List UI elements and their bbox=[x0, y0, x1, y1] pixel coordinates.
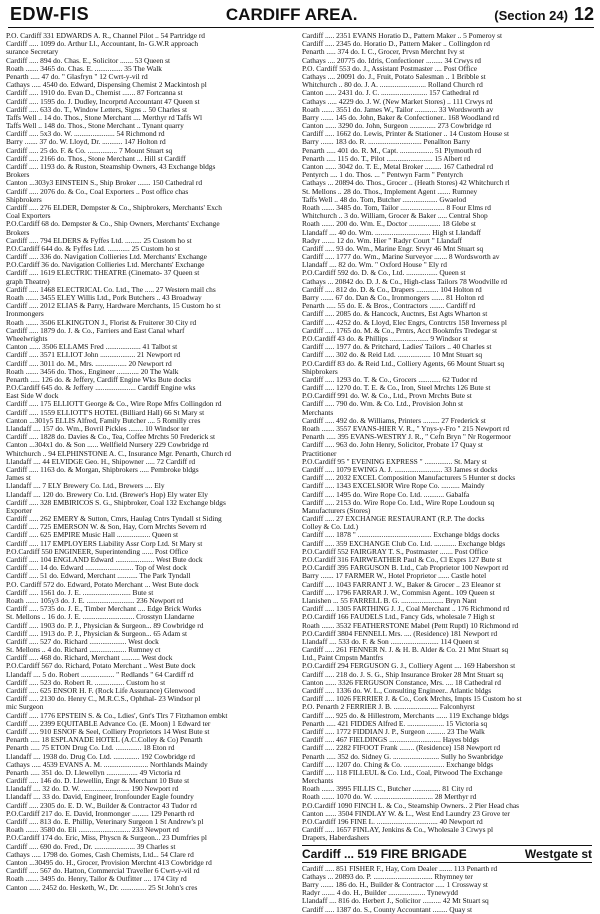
directory-entry: Cardiff ..... 1193 do. & Ruston, Steamship Owners, 43 Exchange bldgs bbox=[6, 163, 216, 171]
directory-entry: Cardiff ..... 175 ELLIOTT George & Co., Wire Rope Mfrs Collingdon rd bbox=[6, 400, 222, 409]
directory-entry: Barry ....... 145 do. John, Baker & Confectioner.. 168 Woodland rd bbox=[302, 113, 499, 122]
directory-entry: Cardiff ..... 2012 ELIAS & Parry, Hardware Merchants, 15 Custom ho st bbox=[6, 302, 221, 311]
directory-entry: Cardiff ..... 2076 do. & Co., Coal Exporters .. Post office chas bbox=[6, 187, 189, 196]
directory-entry: Cardiff ..... 3571 ELLIOT John ................... 21 Newport rd bbox=[6, 351, 181, 360]
directory-entry: P.O.Cardiff 43 do. & Phillips ..................... 9 Windsor st bbox=[302, 334, 468, 343]
directory-entry: P.O.Cardiff 68 do. Dempster & Co., Ship Owners, Merchants' Exchange bbox=[6, 220, 220, 229]
directory-entry: surance Secretary bbox=[6, 48, 59, 57]
directory-entry: Llandaff .... 32 do. D. W. .......................... 190 Newport rd bbox=[6, 785, 179, 794]
directory-entry: Cathays ..... 1798 do. Gomes, Cash Chemists, Ltd... 54 Clare rd bbox=[6, 850, 194, 859]
directory-entry: Cardiff ..... 5x3 do. W. ...................... 54 Richmond rd bbox=[6, 130, 165, 139]
directory-entry: Cardiff ..... 851 FISHER F., Hay, Corn Dealer ....... 113 Penarth rd bbox=[302, 864, 498, 873]
directory-entry: Merchants bbox=[302, 777, 334, 786]
directory-entry: Cathays .... 20775 do. Idris, Confectioner ......... 34 Crwys rd bbox=[302, 56, 481, 65]
directory-entry: P.O.Cardiff 196 FINE L. ................................. 40 Newport rd bbox=[302, 818, 483, 826]
directory-entry: Canton ...... 2431 do. J. C. ......................... 157 Cathedral rd bbox=[302, 89, 479, 98]
directory-entry: Cardiff ..... 27 EXCHANGE RESTAURANT (R.P. The docks bbox=[302, 515, 485, 524]
directory-entry: Cardiff ..... 633 do. T., Window Letters, Signs .. 50 Charles st bbox=[6, 105, 188, 114]
directory-entry: P.O.Cardiff 95 " EVENING EXPRESS " ............... St. Mary st bbox=[302, 457, 487, 466]
directory-entry: Cardiff ..... 146 do. D. Llewellin, Engr & Merchant 10 Bute st bbox=[6, 777, 190, 786]
directory-entry: Cardiff ..... 118 FILLEUL & Co. Ltd., Coal, Pitwood The Exchange bbox=[302, 768, 503, 777]
directory-entry: Llandaff .... 533 do. F. & Son .......................... 114 Queen st bbox=[302, 637, 480, 646]
directory-entry: Brokers bbox=[6, 228, 30, 237]
directory-entry: Cardiff ..... 276 ELDER, Dempster & Co., Shipbrokers, Merchants' Exch bbox=[6, 203, 222, 212]
directory-entry: Cardiff ..... 2305 do. E. D. W., Builder & Contractor 43 Tudor rd bbox=[6, 801, 197, 810]
directory-entry: Taffs Well .. 148 do. Thos., Stone Merchant .. Tynant quarry bbox=[6, 122, 184, 131]
directory-entry: Cardiff ..... 1776 EPSTEIN S. & Co., Ldies', Gnt's Tlrs 7 Fitzhamon embkt bbox=[6, 711, 228, 720]
left-column bbox=[6, 32, 296, 892]
directory-entry: Cardiff ..... 690 do. Fred., Dr. ...................... 39 Charles st bbox=[6, 842, 176, 851]
directory-entry: P.O.Cardiff 644 do. & Fyffes Ltd. ............ 25 Custom ho st bbox=[6, 244, 180, 253]
directory-entry: Cardiff ..... 93 do. Wm., Marine Engr. Srvyr 46 Mnt Stuart sq bbox=[302, 244, 484, 253]
directory-entry: Penarth ..... 115 do. T., Pilot ......................... 15 Albert rd bbox=[302, 154, 471, 163]
directory-entry: Cardiff ..... 1796 FARRAR J. W., Commisn Agent.. 109 Queen st bbox=[302, 588, 495, 597]
directory-entry: Cardiff ..... 794 ELDERS & Fyffes Ltd. ......... 25 Custom ho st bbox=[6, 236, 192, 245]
directory-entry: Cardiff ..... 925 do. & Hillestrom, Merchants ...... 119 Exchange bldgs bbox=[302, 711, 509, 720]
fire-brigade-section bbox=[302, 845, 592, 863]
page-header bbox=[10, 4, 594, 26]
directory-entry: Barry ....... 37 do. W. Lloyd, Dr. ........... 147 Holton rd bbox=[6, 138, 166, 147]
directory-entry: Roath ....... 3551 do. James W., Tailor ............ 33 Wordsworth av bbox=[302, 105, 494, 114]
header-title: CARDIFF AREA. bbox=[225, 5, 358, 24]
directory-entry: Cathays ..... 4229 do. J. W. (New Market Stores) .. 111 Crwys rd bbox=[302, 97, 493, 106]
directory-entry: Llandaff .... 40 do. Wm. .............................. High st Llandaff bbox=[302, 228, 481, 237]
directory-entry: Penarth ..... 75 ETON Drug Co. Ltd. .............. 18 Eton rd bbox=[6, 744, 175, 753]
directory-entry: Cardiff ..... 492 do. & Williams, Printers ......... 27 Frederick st bbox=[302, 416, 486, 425]
directory-entry: Cardiff ..... 625 EMPIRE Music Hall .................. Queen st bbox=[6, 531, 179, 540]
section-label: (Section 24) bbox=[494, 8, 568, 23]
header-range: EDW-FIS bbox=[10, 4, 90, 24]
directory-entry: P.O.Cardiff 550 ENGINEER, Superintending ...... Post Office bbox=[6, 547, 189, 556]
directory-entry: P.O.Cardiff 567 do. Richard, Potato Merchant .. West Bute dock bbox=[6, 662, 196, 671]
directory-entry: Penarth ..... 421 FIDDES Alfred E. .................... 15 Victoria sq bbox=[302, 719, 488, 728]
directory-entry: Taffs Well .. 48 do. Tom, Butcher ................... Gwaelod bbox=[302, 195, 467, 204]
directory-entry: P.O.Cardiff 3804 FENNELL Mrs. .... (Residence) 181 Newport rd bbox=[302, 629, 498, 638]
directory-entry: Whitchurch .. 80 do. J. A. ......................... Rolland Church rd bbox=[302, 81, 483, 90]
directory-entry: Cardiff ..... 1270 do. T. E. & Co., Iron, Steel Mrchts 126 Bute st bbox=[302, 384, 491, 393]
directory-entry: Roath ....... 3506 ELKINGTON J., Florist & Fruiterer 30 City rd bbox=[6, 318, 197, 327]
directory-entry: Cardiff ..... 2399 EQUITABLE Advance Co. (E. Moon) 1 Edward ter bbox=[6, 719, 211, 728]
directory-entry: Cathays ... 20842 do. D. J. & Co., High-class Tailors 78 Woodville rd bbox=[302, 277, 508, 286]
directory-entry: Cardiff ..... 261 FENNER N. J. & H. B. Alder & Co. 21 Mnt Stuart sq bbox=[302, 646, 509, 655]
directory-entry: Penarth ..... 374 do. I. C., Grocer, Prvsn Merchnt Ivy st bbox=[302, 48, 465, 57]
directory-entry: James st bbox=[6, 474, 31, 483]
directory-entry: Cardiff ..... 1099 do. Arthur Ll., Accountant, In- G.W.R approach bbox=[6, 40, 199, 49]
directory-entry: Cardiff ..... 1977 do. & Pritchard, Ladies' Tailors .. 40 Charles st bbox=[302, 343, 492, 352]
directory-entry: P.O.Cardiff 83 do. & Reid Ltd., Colliery Agents, 66 Mount Stuart sq bbox=[302, 359, 505, 368]
directory-entry: Cardiff ..... 527 do. Richard .................... West dock bbox=[6, 637, 159, 646]
directory-entry: Cathays ..... 4539 EVANS A. M. ........................ Northlands Maindy bbox=[6, 760, 208, 769]
directory-entry: Llandaff .... 44 ELVIDGE Geo. H., Shipowner ..... 72 Cardiff rd bbox=[6, 457, 196, 466]
directory-entry: P.O. Cardiff 553 do. J., Assistant Postmaster .... Post Office bbox=[302, 64, 478, 73]
directory-entry: Pentyrch .... 1 do. Thos. ... " Pentwyn Farm " Pentyrch bbox=[302, 171, 463, 180]
directory-entry: Cardiff ..... 1043 FARRANT J. W., Baker & Grocer .. 23 Eleanor st bbox=[302, 580, 501, 589]
directory-entry: P.O. Cardiff 572 do. Edward, Potato Merchant ... West Bute dock bbox=[6, 580, 199, 589]
directory-entry: Cardiff ..... 1343 EXCELSIOR Wire Rope Co. .......... Maindy bbox=[302, 482, 485, 491]
directory-entry: Cardiff ..... 1913 do. P. J., Physician & Surgeon... 65 Adam st bbox=[6, 629, 188, 638]
directory-entry: Cardiff ..... 1910 do. Evan D., Chemist ....... 87 Fortcanna st bbox=[6, 89, 183, 98]
directory-entry: Canton ...304x1 do. & Son ...... Wellfield Nursery 229 Cowbridge rd bbox=[6, 441, 209, 450]
directory-entry: Cardiff ..... 1878 " ........................................ Exchange bldgs docks bbox=[302, 531, 500, 540]
directory-entry: Barry ....... 183 do. R. ............................. Penallton Barry bbox=[302, 138, 471, 147]
right-column-upper bbox=[302, 32, 592, 843]
directory-entry: Canton ...... 3290 do. John, Surgeon .............. 273 Cowbridge rd bbox=[302, 122, 492, 131]
directory-entry: Penarth ..... 352 do. Sidney G. ......................... Sully ho Swanbridge bbox=[302, 752, 503, 761]
directory-entry: Cardiff ..... 2085 do. & Hancock, Auctnrs, Est Agts Wharton st bbox=[302, 310, 488, 319]
directory-entry: Canton ...... 3326 FERGUSON Constance, Mrs. .... 18 Cathedral rd bbox=[302, 678, 501, 687]
fire-brigade-entry: Cardiff ... 519 FIRE BRIGADE bbox=[302, 846, 467, 861]
directory-entry: Cardiff ..... 790 do. Wm. & Co. Ltd., Provision John st bbox=[302, 400, 464, 409]
directory-entry: Whitchurch .. 3 do. William, Grocer & Baker ..... Central Shop bbox=[302, 212, 488, 221]
directory-entry: Cardiff ..... 1305 FARTHING J. J., Coal Merchant .. 176 Richmond rd bbox=[302, 605, 510, 614]
directory-entry: Cardiff ..... 468 do. Richard, Merchant .......... West dock bbox=[6, 654, 173, 663]
directory-entry: Barry ....... 67 do. Dan & Co., Ironmongers ....... 81 Holton rd bbox=[302, 294, 484, 302]
directory-entry: Roath ....... 105y3 do. J. E. .......................... 236 Newport rd bbox=[6, 596, 184, 605]
directory-entry: Cathays .... 20091 do. J., Fruit, Potato Salesman .. 1 Bribble st bbox=[302, 72, 486, 81]
directory-entry: P.O. Cardiff 331 EDWARDS A. R., Channel Pilot .. 54 Partridge rd bbox=[6, 32, 205, 40]
directory-entry: Cardiff ..... 359 EXCHANGE Club Co. Ltd. ............ Exchange bldgs bbox=[302, 539, 506, 548]
directory-entry: Barry ....... 186 do. H., Builder & Contractor ..... 1 Crossway st bbox=[302, 880, 488, 889]
directory-entry: Colley & Co. Ltd.) bbox=[302, 523, 359, 532]
directory-entry: Cardiff ..... 51 do. Edward, Merchant ........... The Park Tyndall bbox=[6, 572, 191, 581]
directory-entry: Roath ....... 3465 do. Chas. E. ............... 35 The Walk bbox=[6, 64, 162, 73]
directory-entry: Cardiff ..... 1026 FERRIER J. & Co., Cork Mrchts, Impts 15 Custom ho st bbox=[302, 695, 522, 704]
directory-entry: Cardiff ..... 14 do. Edward .......................... Top of West dock bbox=[6, 564, 187, 573]
directory-entry: Cathays ..... 4540 do. Edward, Dispensing Chemist 2 Mackintosh pl bbox=[6, 81, 207, 90]
directory-entry: Cardiff ..... 262 EMERY & Sutton, Cmrs, Haulag Cntrs Tyndall st Siding bbox=[6, 515, 222, 524]
directory-entry: Cardiff ..... 523 do. Robert R. ................ Custom ho st bbox=[6, 678, 166, 687]
directory-entry: Llandaff .... 5 do. Robert .................. " Redlands " 64 Cardiff rd bbox=[6, 670, 194, 679]
directory-entry: Penarth ..... 401 do. R. M., Capt. .................. 51 Plymouth rd bbox=[302, 146, 482, 155]
directory-entry: Cardiff ..... 894 do. Chas. E., Solicitor ....... 53 Queen st bbox=[6, 56, 171, 65]
directory-entry: Cardiff ..... 2345 do. Horatio D., Pattern Maker .. Collingdon rd bbox=[302, 40, 490, 49]
directory-entry: P.O.Cardiff 991 do. W. & Co., Ltd., Provn Mrchts Bute st bbox=[302, 392, 472, 401]
directory-entry: Llandaff .... 816 do. Herbert J., Solicitor .......... 42 Mt Stuart sq bbox=[302, 897, 489, 906]
directory-entry: Manufacturers (Stores) bbox=[302, 506, 371, 515]
directory-entry: P.O.Cardiff 592 do. D. & Co., Ltd. ................. Queen st bbox=[302, 269, 466, 278]
directory-entry: Ironmongers bbox=[6, 310, 44, 319]
directory-entry: Penarth ..... 47 do. " Glasfryn " 12 Cwrt-y-vil rd bbox=[6, 72, 148, 81]
directory-entry: Cardiff ..... 1828 do. Davies & Co., Tea, Coffee Mrchts 50 Frederick st bbox=[6, 433, 216, 442]
directory-entry: Llandaff .... 1938 do. Drug Co. Ltd. .............. 192 Cowbridge rd bbox=[6, 752, 195, 761]
directory-entry: P.O.Cardiff 645 do. & Jeffery ...................... Cardiff Engine wks bbox=[6, 384, 196, 393]
directory-entry: Cardiff ..... 104 ENGLAND Edward ..................... West Bute dock bbox=[6, 556, 203, 564]
directory-entry: Canton ...301y5 ELLIS Alfred, Family Butcher .... 5 Romilly cres bbox=[6, 416, 201, 425]
directory-entry: Llandaff .... 33 do. David, Engineer, Ironfounder Eagle foundry bbox=[6, 793, 194, 802]
directory-entry: Radyr ....... 12 do. Wm. Hier " Radyr Court " Llandaff bbox=[302, 236, 462, 245]
directory-entry: Cardiff ..... 2351 EVANS Horatio D., Pattern Maker .. 5 Pomeroy st bbox=[302, 32, 503, 40]
header-rule bbox=[8, 27, 594, 28]
directory-entry: Coal Exporters bbox=[6, 212, 51, 221]
directory-entry: Whitchurch .. 94 ELPHINSTONE A. C., Insurance Mgr. Penarth, Church rd bbox=[6, 449, 232, 458]
directory-entry: Roath ....... 3580 do. Eli ............................ 233 Newport rd bbox=[6, 826, 179, 835]
directory-entry: P.O.Cardiff 294 FERGUSON G. J., Colliery Agent .... 169 Habershon st bbox=[302, 662, 516, 671]
page-number: 12 bbox=[573, 4, 594, 24]
directory-entry: Roath ....... 3495 do. Henry, Tailor & Outfitter .... 174 City rd bbox=[6, 875, 187, 884]
directory-entry: graph Theatre) bbox=[6, 277, 50, 286]
directory-entry: Roath ....... 3557 EVANS-HIER V. R., " Ynys-y-Fro " 215 Newport rd bbox=[302, 425, 510, 433]
directory-entry: Penarth ..... 351 do. D. Llewellyn ................. 49 Victoria rd bbox=[6, 768, 181, 777]
directory-entry: Cardiff ..... 336 do. Navigation Collieries Ltd. Merchants' Exchange bbox=[6, 253, 207, 262]
directory-entry: Cardiff ..... 467 FIELDINGS ............................ Hayes bldgs bbox=[302, 736, 480, 745]
directory-entry: P.O. Penarth 2 FERRIER J. B. ........................ Falconhyrst bbox=[302, 703, 475, 712]
directory-entry: Cathays ... 20893 do. P. ................................ Rhymney ter bbox=[302, 872, 473, 881]
directory-entry: St. Mellons .. 28 do. Thos., Implement Agent ....... Rumney bbox=[302, 187, 478, 196]
directory-entry: Penarth ..... 126 do. & Jeffery, Cardiff Engine Wks Bute docks bbox=[6, 375, 191, 384]
directory-entry: Cardiff ..... 2166 do. Thos., Stone Merchant ... Hill st Cardiff bbox=[6, 154, 186, 163]
directory-entry: Canton ...... 3504 FINDLAY W. & L., West End Laundry 23 Grove ter bbox=[302, 809, 510, 818]
directory-entry: Drapers, Haberdashers bbox=[302, 834, 370, 843]
directory-entry: Penarth ..... 18 ESPLANADE HOTEL (A.C.Colley & Co) Penarth bbox=[6, 736, 203, 745]
directory-entry: Roath ....... 3455 ELEY Willis Ltd., Pork Butchers .. 43 Broadway bbox=[6, 294, 202, 302]
directory-entry: Cardiff ..... 1765 do. M. & Co., Prntrs, Acct Bookmfrs Tredegar st bbox=[302, 326, 498, 335]
header-section bbox=[494, 4, 594, 25]
directory-entry: Cardiff ..... 2032 EXCEL Composition Manufacturers 5 Hunter st docks bbox=[302, 474, 516, 483]
directory-entry: Wheelwrights bbox=[6, 334, 48, 343]
directory-entry: Canton ...... 3506 ELLAMS Fred ................... 41 Talbot st bbox=[6, 343, 178, 352]
directory-entry: Cardiff ..... 1561 do. J. E. .......................... Bute st bbox=[6, 588, 154, 597]
directory-entry: Cardiff ..... 25 do. F. & Co. ................ 7 Mount Stuart sq bbox=[6, 146, 173, 155]
directory-entry: Shipbrokers bbox=[302, 367, 338, 376]
directory-entry: Llanishen ... 55 FARRELL B. G. ....................... Bryn Nant bbox=[302, 596, 477, 605]
directory-entry: Cardiff ..... 812 do. D. & Co., Drapers ............ 104 Holton rd bbox=[302, 285, 482, 294]
directory-entry: Cardiff ..... 1293 do. T. & Co., Grocers ............ 62 Tudor rd bbox=[302, 375, 478, 384]
directory-entry: Brokers bbox=[6, 171, 30, 180]
directory-entry: P.O.Cardiff 174 do. Eric, Miss, Physcn & Surgeon... 23 Dumfries pl bbox=[6, 834, 207, 843]
directory-entry: Canton ...303y3 EINSTEIN S., Ship Broker ....... 150 Cathedral rd bbox=[6, 179, 203, 188]
directory-entry: Cardiff ..... 1657 FINLAY, Jenkins & Co., Wholesale 3 Crwys pl bbox=[302, 826, 494, 835]
directory-entry: Llandaff .... 120 do. Brewery Co. Ltd. (Brewer's Hop) Ely water Ely bbox=[6, 490, 208, 499]
directory-entry: Cardiff ..... 1559 ELLIOTT'S HOTEL (Billiard Hall) 66 St Mary st bbox=[6, 408, 205, 417]
directory-entry: Llandaff .... 82 do. Wm. " Oxford House " Ely rd bbox=[302, 261, 447, 270]
directory-entry: Cardiff ..... 910 ESNOF & Seel, Colliery Proprietors 14 West Bute st bbox=[6, 727, 210, 736]
directory-entry: Merchants bbox=[302, 408, 334, 417]
directory-entry: Cardiff ..... 813 do. E. Phillip, Veterinary Surgeon 1 St Andrew's pl bbox=[6, 818, 204, 826]
directory-entry: Cardiff ..... 1662 do. Lewis, Printer & Stationer .. 14 Custom House st bbox=[302, 130, 509, 139]
directory-entry: P.O.Cardiff 166 FAUDELS Ltd., Fancy Gds, wholesale 7 High st bbox=[302, 613, 495, 622]
directory-entry: Llandaff .... 157 do. Wm., Bovril Pickles ........ 10 Windsor ter bbox=[6, 425, 190, 433]
directory-entry: Cardiff ..... 1336 do. W. L., Consulting Engineer.. Atlantic bldgs bbox=[302, 687, 492, 695]
directory-entry: mic Surgeon bbox=[6, 703, 44, 712]
directory-entry: Roath ....... 3485 do. Tom, Tailor ........................ 8 Four Elms rd bbox=[302, 203, 491, 212]
directory-entry: Cardiff ..... 2282 FIFOOT Frank ........ (Residence) 158 Newport rd bbox=[302, 744, 501, 753]
directory-entry: Roath ....... 3456 do. Thos., Engineer ............ 20 The Walk bbox=[6, 367, 179, 376]
directory-entry: Penarth ..... 395 EVANS-WESTRY J. R., " Cefn Bryn " Nr Rogermoor bbox=[302, 433, 512, 442]
directory-entry: Cardiff ..... 3011 do. M., Mrs. ................. 20 Newport rd bbox=[6, 359, 172, 368]
directory-entry: Cardiff ..... 1777 do. Wm., Marine Surveyor ....... 8 Wordsworth av bbox=[302, 253, 500, 262]
directory-entry: Roath ....... 3532 FEATHERSTONE Mabel (Pettt Ruptl) 10 Richmond rd bbox=[302, 621, 519, 630]
directory-entry: Llandaff .... 7 ELY Brewery Co. Ltd., Brewers .... Ely bbox=[6, 482, 165, 491]
directory-entry: Cardiff ..... 1163 do. & Morgan, Shipbrokers ..... Pembroke bldgs bbox=[6, 465, 199, 474]
directory-entry: Cardiff ..... 302 do. & Reid Ltd. .................. 10 Mnt Stuart sq bbox=[302, 351, 483, 360]
directory-entry: P.O.Cardiff 395 FARGUSON B. Ltd., Cab Proprietor 100 Newport rd bbox=[302, 564, 509, 573]
directory-entry: Cardiff ..... 963 do. John Henry, Solicitor, Probate 17 Quay st bbox=[302, 441, 483, 450]
directory-entry: Roath ....... 200 do. Wm. E., Doctor ................. 18 Glebe st bbox=[302, 220, 476, 229]
directory-entry: St. Mellons .. 4 do. Richard .................... Rumney ct bbox=[6, 646, 161, 655]
directory-entry: Canton ...30495 do. H., Grocer, Provision Merchnt 413 Cowbridge rd bbox=[6, 858, 212, 867]
directory-entry: Cardiff ..... 328 EMBIRICOS S. G., Shipbroker, Coal 132 Exchange bldgs bbox=[6, 498, 226, 507]
directory-entry: Cathays ... 20894 do. Thos., Grocer .. (Heath Stores) 42 Whitchurch rl bbox=[302, 179, 510, 188]
directory-entry: Cardiff ..... 567 do. Hatton, Commercial Traveller 6 Cwrt-y-vil rd bbox=[6, 867, 200, 876]
directory-entry: Radyr ....... 4 do. H., Builder .................... Tynewydd bbox=[302, 889, 458, 898]
directory-entry: Shipbrokers bbox=[6, 195, 42, 204]
directory-entry: Cardiff ..... 625 ENSOR H. F. (Rock Life Assurance) Glenwood bbox=[6, 687, 195, 695]
directory-entry: P.O.Cardiff 36 do. Navigation Collieries Ltd. Merchants' Exchange bbox=[6, 261, 205, 270]
directory-entry: Cardiff ..... 1903 do. P. J., Physician & Surgeon... 89 Cowbridge rd bbox=[6, 621, 204, 630]
directory-entry: Practitioner bbox=[302, 449, 337, 458]
directory-entry: Cardiff ..... 1772 FIDDIAN J. P., Surgeon .......... 23 The Walk bbox=[302, 727, 485, 736]
directory-entry: East Side W dock bbox=[6, 392, 59, 401]
fire-brigade-address: Westgate st bbox=[524, 846, 592, 861]
right-column bbox=[302, 32, 592, 914]
directory-entry: St. Mellons .. 16 do. J. E. ............................ Crosstyn Llandarne bbox=[6, 613, 195, 622]
directory-entry: Cardiff ..... 4252 do. & Lloyd, Elec Engrs, Contrctrs 158 Inverness pl bbox=[302, 318, 507, 327]
directory-entry: Exporter bbox=[6, 506, 32, 515]
directory-entry: Canton ...... 2452 do. Hesketh, W., Dr. .............. 25 St John's cres bbox=[6, 883, 198, 892]
directory-entry: Cardiff ..... 1495 do. Wire Rope Co. Ltd. ........... Gabalfa bbox=[302, 490, 470, 499]
directory-entry: Cardiff ..... 218 do. J. S. G., Ship Insurance Broker 28 Mnt Stuart sq bbox=[302, 670, 504, 679]
directory-entry: Ltd., Paint Cmpstn Mantfrs bbox=[302, 654, 384, 663]
directory-entry: Cardiff ..... 117 EMPLOYERS Liability Assr Corp Ltd. St Mary st bbox=[6, 539, 203, 548]
directory-entry: P.O.Cardiff 1090 FINCH L. & Co., Steamship Owners.. 2 Pier Head chas bbox=[302, 801, 520, 810]
right-column-lower bbox=[302, 865, 592, 914]
directory-entry: Cardiff ..... 1595 do. J. Dudley, Incorprtd Accountant 47 Queen st bbox=[6, 97, 200, 106]
directory-entry: Cardiff ..... 2153 do. Wire Rope Co. Ltd., Wire Rope Loudoun sq bbox=[302, 498, 495, 507]
directory-entry: Cardiff ..... 1207 do. Ching & Co. ...................... Exchange bldgs bbox=[302, 760, 494, 769]
directory-entry: Canton ...... 3042 do. T. E., Metal Broker ......... 167 Cathedral rd bbox=[302, 163, 494, 171]
directory-entry: Penarth ..... 55 do. E. & Bros., Contractors ........ Cardiff rd bbox=[302, 302, 476, 311]
directory-entry: Barry ....... 17 FARMER W., Hotel Proprietor ...... Castle hotel bbox=[302, 572, 487, 581]
directory-entry: P.O.Cardiff 217 do. E. David, Ironmonger ......... 129 Penarth rd bbox=[6, 809, 195, 818]
directory-entry: Taffs Well .. 14 do. Thos., Stone Merchant .... Merthyr rd Taffs Wl bbox=[6, 113, 203, 122]
directory-entry: Cardiff ..... 1619 ELECTRIC THEATRE (Cinemato- 37 Queen st bbox=[6, 269, 200, 278]
directory-entry: Cardiff ..... 2130 do. Henry C., M.R.C.S., Ophthal- 23 Windsor pl bbox=[6, 695, 201, 704]
directory-entry: P.O.Cardiff 316 FAIRWEATHER Paul & Co., Cl Exprs 127 Bute st bbox=[302, 556, 502, 564]
directory-entry: Cardiff ..... 1387 do. S., County Accountant ........ Quay st bbox=[302, 905, 473, 914]
directory-entry: Cardiff ..... 5735 do. J. E., Timber Merchant .... Edge Brick Works bbox=[6, 605, 202, 614]
directory-entry: Roath ....... 3995 FILLIS C., Butcher ............... 81 City rd bbox=[302, 785, 473, 794]
directory-entry: Cardiff ..... 1468 ELECTRICAL Co. Ltd., The ..... 27 Western mail chs bbox=[6, 285, 216, 294]
directory-entry: Cardiff ..... 1079 EWING A. J. .......................... 33 James st docks bbox=[302, 465, 498, 474]
directory-entry: P.O.Cardiff 552 FAIRGRAY T. S., Postmaster ....... Post Office bbox=[302, 547, 489, 556]
directory-entry: Cardiff ..... 725 EMERSON W. & Son, Hay, Corn Mrchts Severn rd bbox=[6, 523, 207, 532]
directory-entry: Roath ....... 1070 do. W. ................................ 28 Merthyr rd bbox=[302, 793, 477, 802]
directory-entry: Cardiff ..... 1879 do. J. & Co., Farriers and East Canal wharf bbox=[6, 326, 185, 335]
